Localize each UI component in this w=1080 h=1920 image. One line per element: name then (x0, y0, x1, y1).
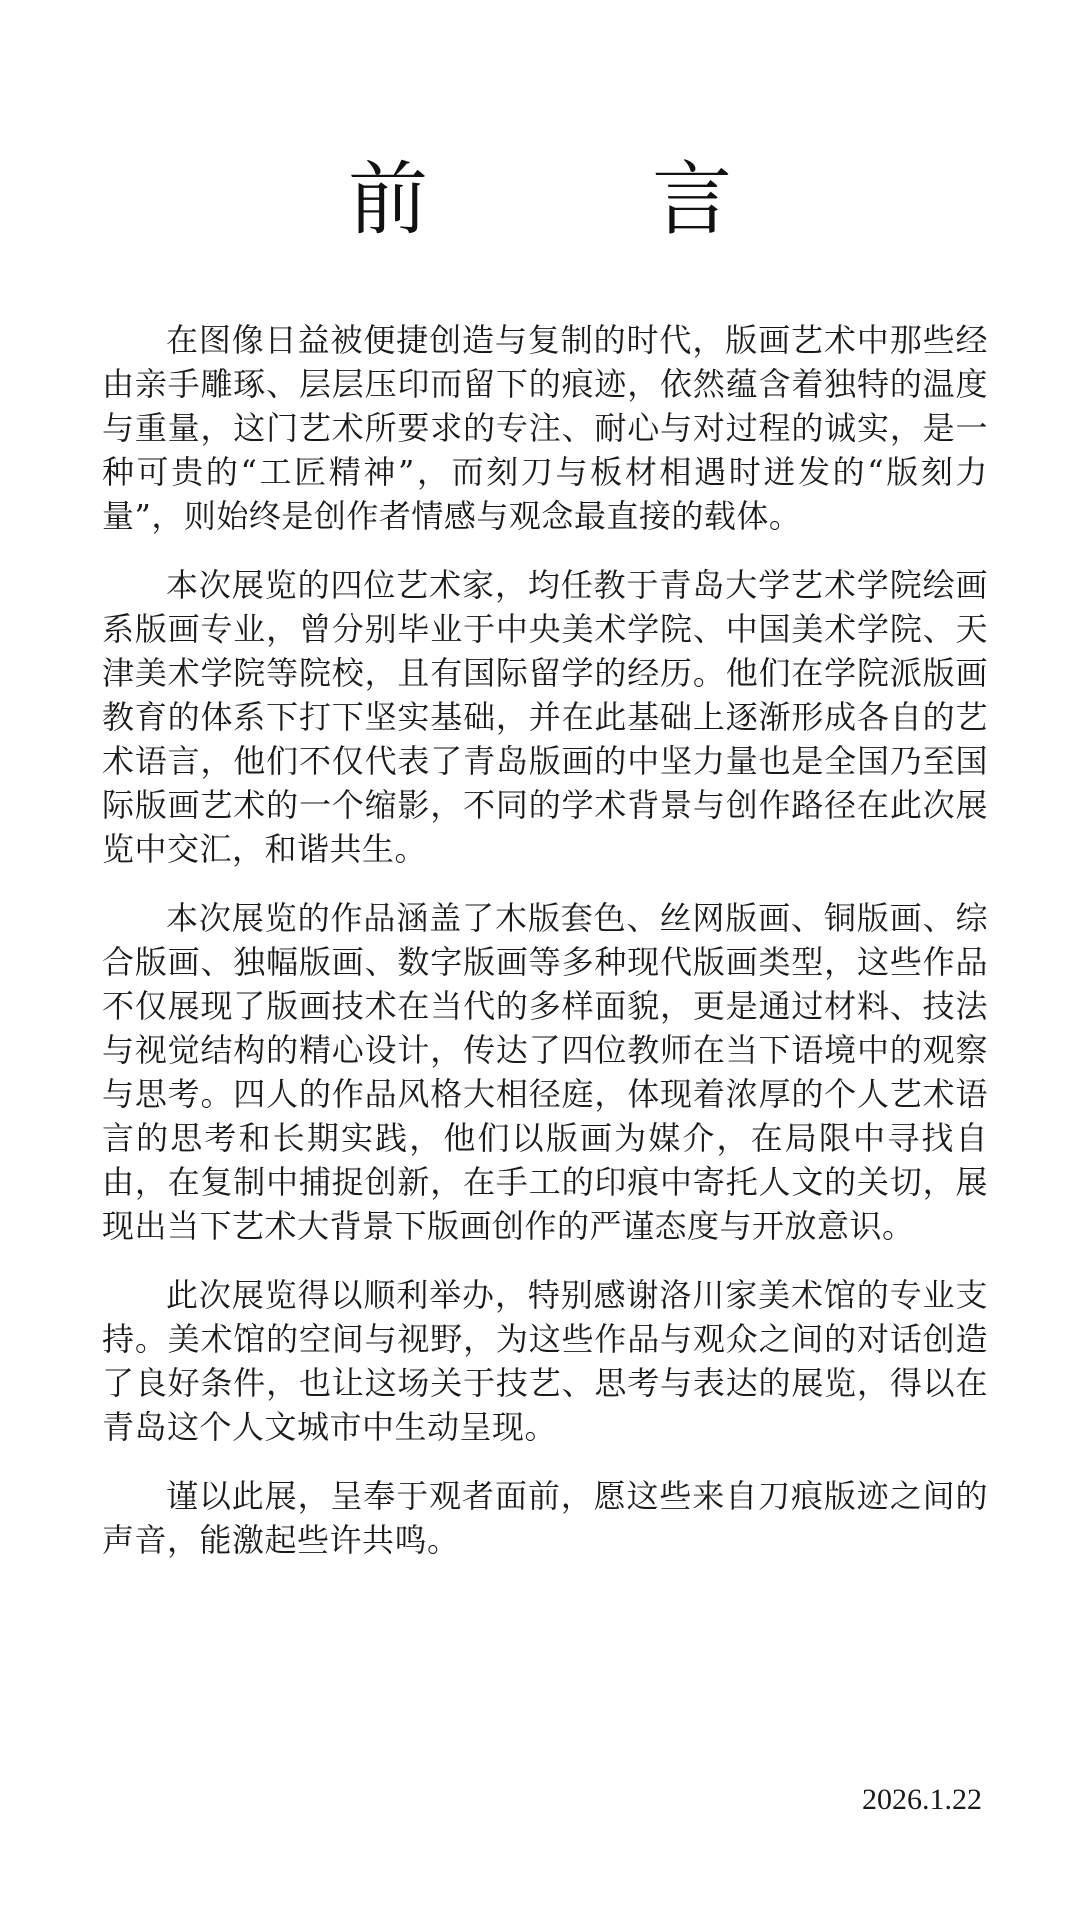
page-title: 前 言 (348, 153, 804, 246)
preface-paragraph-5: 谨以此展，呈奉于观者面前，愿这些来自刀痕版迹之间的声音，能激起些许共鸣。 (102, 1477, 988, 1559)
preface-paragraph-1: 在图像日益被便捷创造与复制的时代，版画艺术中那些经由亲手雕琢、层层压印而留下的痕迹，依然蕴含着独特的温度与重量，这门艺术所要求的专注、耐心与对过程的诚实，是一种可贵的“工匠精神”，而刻刀与板材相遇时迸发的“版刻力量”，则始终是创作者情感与观念最直接的载体。 (102, 321, 988, 535)
date-label: 2026.1.22 (862, 1783, 982, 1816)
preface-paragraph-4: 此次展览得以顺利举办，特别感谢洛川家美术馆的专业支持。美术馆的空间与视野，为这些作品与观众之间的对话创造了良好条件，也让这场关于技艺、思考与表达的展览，得以在青岛这个人文城市中生动呈现。 (102, 1276, 988, 1446)
preface-body (102, 318, 988, 1587)
preface-paragraph-3: 本次展览的作品涵盖了木版套色、丝网版画、铜版画、综合版画、独幅版画、数字版画等多种现代版画类型，这些作品不仅展现了版画技术在当代的多样面貌，更是通过材料、技法与视觉结构的精心设计，传达了四位教师在当下语境中的观察与思考。四人的作品风格大相径庭，体现着浓厚的个人艺术语言的思考和长期实践，他们以版画为媒介，在局限中寻找自由，在复制中捕捉创新，在手工的印痕中寄托人文的关切，展现出当下艺术大背景下版画创作的严谨态度与开放意识。 (102, 899, 988, 1245)
preface-paragraph-2: 本次展览的四位艺术家，均任教于青岛大学艺术学院绘画系版画专业，曾分别毕业于中央美术学院、中国美术学院、天津美术学院等院校，且有国际留学的经历。他们在学院派版画教育的体系下打下坚实基础，并在此基础上逐渐形成各自的艺术语言，他们不仅代表了青岛版画的中坚力量也是全国乃至国际版画艺术的一个缩影，不同的学术背景与创作路径在此次展览中交汇，和谐共生。 (102, 566, 988, 868)
